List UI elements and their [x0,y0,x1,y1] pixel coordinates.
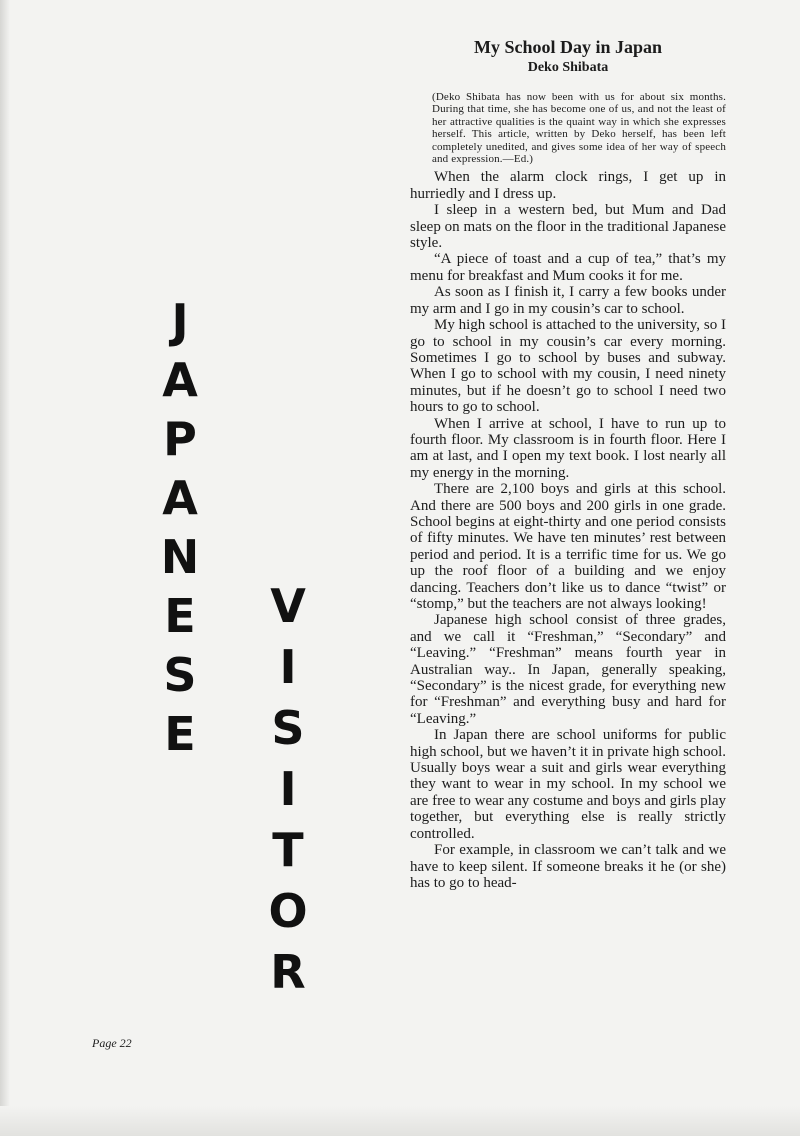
title-letter: V [270,579,306,633]
vertical-title-japanese [150,292,210,764]
paragraph: For example, in classroom we can’t talk and we have to keep silent. If someone breaks it he (or she) has to go to head- [410,842,726,891]
paragraph: In Japan there are school uniforms for public high school, but we haven’t it in private high school. Usually boys wear a suit and girls wear everything they want to wear in my school. In my school we are free to wear any costume and boys and girls play together, but everything else is really strictly controlled. [410,727,726,842]
title-letter: S [271,701,305,755]
paragraph: I sleep in a western bed, but Mum and Dad sleep on mats on the floor in the traditional Japanese style. [410,202,726,252]
title-letter: E [164,589,196,643]
title-letter: S [163,648,197,702]
title-letter: E [164,707,196,761]
title-letter: I [279,762,297,816]
page-edge [0,0,10,1136]
paragraph: As soon as I finish it, I carry a few books under my arm and I go in my cousin’s car to school. [410,284,726,317]
paragraph: Japanese high school consist of three grades, and we call it “Freshman,” “Secondary” and “Leaving.” “Freshman” means fourth year in Australian way.. In Japan, generally speaking, “Secondary” is the nicest grade, for everything new for “Freshman” and everything busy and hard for “Leaving.” [410,612,726,727]
article-author: Deko Shibata [527,60,609,75]
editor-note: (Deko Shibata has now been with us for about six months. During that time, she has become one of us, and not the least of her attractive qualities is the quaint way in which she expresses herself. This article, written by Deko herself, has been left completely unedited, and gives some idea of her way of speech and expression.—Ed.) [432,91,726,166]
article-body [410,169,726,891]
title-letter: I [279,640,297,694]
title-letter: O [268,884,308,938]
paragraph: When the alarm clock rings, I get up in hurriedly and I dress up. [410,169,726,202]
article [410,36,726,891]
title-letter: P [163,412,197,466]
title-letter: J [171,294,189,348]
paragraph: “A piece of toast and a cup of tea,” that’s my menu for breakfast and Mum cooks it for me. [410,251,726,284]
title-letter: A [162,353,198,407]
paragraph: There are 2,100 boys and girls at this school. And there are 500 boys and 200 girls in one grade. School begins at eight-thirty and one period consists of fifty minutes. We have ten minutes’ rest between period and period. It is a terrific time for us. We go up the roof floor of a building and we enjoy dancing. Teachers don’t like us to dance “twist” or “stomp,” but the teachers are not always looking! [410,481,726,612]
vertical-title-visitor [258,576,318,1003]
page-edge-bottom [0,1106,800,1136]
paragraph: When I arrive at school, I have to run up to fourth floor. My classroom is in fourth floor. Here I am at last, and I open my text book. I lost nearly all my energy in the morning. [410,415,726,481]
title-letter: A [162,471,198,525]
title-letter: R [270,945,306,999]
title-letter: T [272,823,304,877]
page-number: Page 22 [92,1036,132,1050]
paragraph: My high school is attached to the university, so I go to school in my cousin’s car every morning. Sometimes I go to school by buses and subway. When I go to school with my cousin, I need ninety minutes, but if he doesn’t go to school I need two hours to go to school. [410,317,726,416]
title-letter: N [160,530,200,584]
article-title: My School Day in Japan [473,37,663,57]
